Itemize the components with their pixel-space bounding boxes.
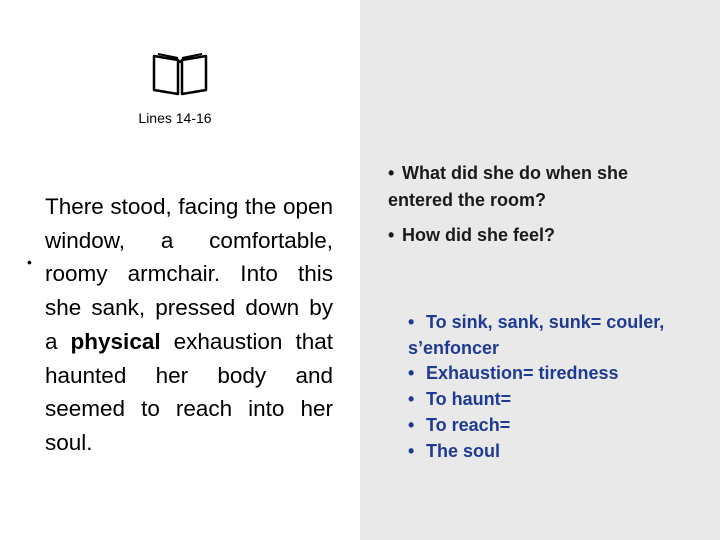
bullet-icon: • <box>408 440 415 461</box>
bullet-icon: • <box>388 225 395 245</box>
question-list <box>388 160 688 257</box>
bullet-icon: • <box>408 363 415 384</box>
passage-bold-word: physical <box>70 328 161 354</box>
vocab-item <box>408 310 708 361</box>
open-book-icon <box>150 50 210 96</box>
vocab-text: The soul <box>426 440 501 461</box>
question-text: How did she feel? <box>402 225 556 245</box>
bullet-dot: • <box>27 254 32 270</box>
vocab-text: To haunt= <box>426 389 512 410</box>
question-text: What did she do when she entered the room? <box>388 163 629 210</box>
question-item <box>388 160 688 214</box>
vocab-text: To sink, sank, sunk= couler, s’enfoncer <box>408 312 665 358</box>
passage-part-1: There stood, facing the open window, a comfortable, roomy armchair. Into this she sank, pressed down by a <box>45 194 333 354</box>
vocab-item <box>408 361 708 387</box>
vocab-list <box>408 310 708 464</box>
lines-label: Lines 14-16 <box>138 110 212 126</box>
bullet-icon: • <box>388 163 395 183</box>
question-item <box>388 222 688 249</box>
vocab-text: Exhaustion= tiredness <box>426 363 619 384</box>
vocab-item <box>408 413 708 439</box>
vocab-item <box>408 387 708 413</box>
vocab-item <box>408 439 708 465</box>
bullet-icon: • <box>408 312 415 332</box>
vocab-text: To reach= <box>426 414 511 435</box>
bullet-icon: • <box>408 389 415 410</box>
passage-part-2: exhaustion that haunted her body and seemed to reach into her soul. <box>45 328 333 455</box>
bullet-icon: • <box>408 414 415 435</box>
passage-text <box>45 190 333 460</box>
